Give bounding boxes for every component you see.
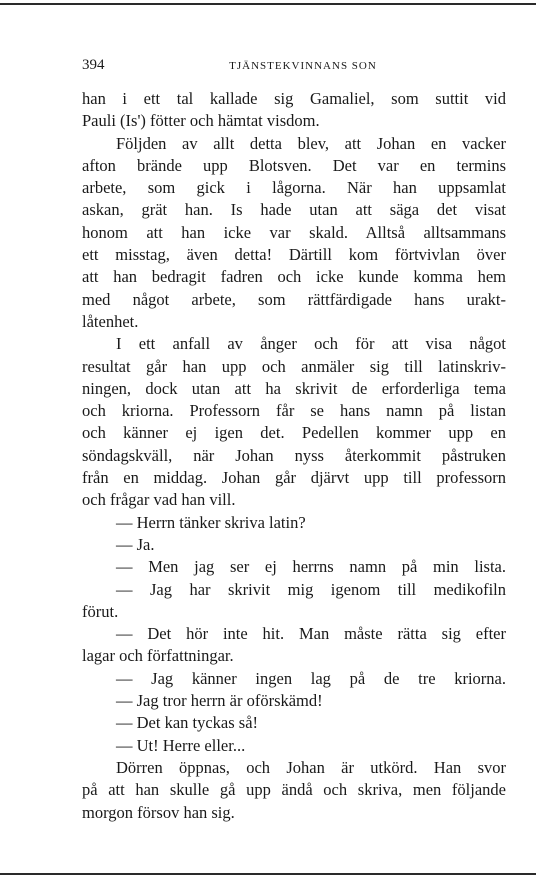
text-line: lagar och författningar.	[82, 646, 234, 666]
text-line: — Herrn tänker skriva latin?	[116, 512, 306, 532]
text-line: honom att han icke var skald. Alltså alltsammans	[82, 222, 506, 242]
text-line: ett misstag, även detta! Därtill kom förtvivlan över	[82, 245, 506, 265]
text-line: morgon försov han sig.	[82, 802, 235, 822]
text-line: I ett anfall av ånger och för att visa något	[116, 334, 506, 354]
text-line: på att han skulle gå upp ändå och skriva, men följande	[82, 780, 506, 800]
text-line: — Det hör inte hit. Man måste rätta sig efter	[116, 624, 506, 644]
text-line: — Jag känner ingen lag på de tre kriorna.	[116, 668, 506, 688]
text-line: askan, grät han. Is hade utan att säga det visat	[82, 200, 506, 220]
text-line: låtenhet.	[82, 311, 139, 331]
text-line: Dörren öppnas, och Johan är utkörd. Han svor	[116, 757, 506, 777]
text-line: — Jag har skrivit mig igenom till medikofiln	[116, 579, 506, 599]
text-line: Följden av allt detta blev, att Johan en vacker	[116, 133, 506, 153]
text-line: söndagskväll, när Johan nyss återkommit påstruken	[82, 445, 506, 465]
top-edge-rule	[0, 3, 536, 5]
text-line: — Jag tror herrn är oförskämd!	[116, 691, 323, 711]
text-line: — Men jag ser ej herrns namn på min lista.	[116, 557, 506, 577]
text-line: resultat går han upp och anmäler sig till latinskriv-	[82, 356, 506, 376]
text-line: — Ut! Herre eller...	[116, 735, 246, 755]
text-line: förut.	[82, 601, 119, 621]
text-line: — Det kan tyckas så!	[116, 713, 259, 733]
page-header	[82, 57, 506, 77]
text-line: med något arbete, som rättfärdigade hans urakt-	[82, 289, 506, 309]
page-number: 394	[82, 57, 105, 73]
text-line: och frågar vad han vill.	[82, 490, 236, 510]
text-line: Pauli (Is') fötter och hämtat visdom.	[82, 111, 320, 131]
bottom-edge-rule	[0, 873, 536, 875]
running-title: TJÄNSTEKVINNANS SON	[229, 60, 377, 72]
text-line: från en middag. Johan går djärvt upp till professorn	[82, 468, 506, 488]
text-line: arbete, som gick i lågorna. När han uppsamlat	[82, 178, 506, 198]
text-line: att han bedragit fadren och icke kunde komma hem	[82, 267, 506, 287]
text-line: han i ett tal kallade sig Gamaliel, som suttit vid	[82, 89, 506, 108]
body-text	[82, 88, 506, 824]
text-line: — Ja.	[116, 534, 155, 554]
text-line: ningen, dock utan att ha skrivit de erforderliga tema	[82, 378, 506, 398]
text-line: och kriorna. Professorn får se hans namn på listan	[82, 401, 506, 421]
text-line: och känner ej igen det. Pedellen kommer upp en	[82, 423, 506, 443]
text-line: afton brände upp Blotsven. Det var en termins	[82, 155, 506, 175]
